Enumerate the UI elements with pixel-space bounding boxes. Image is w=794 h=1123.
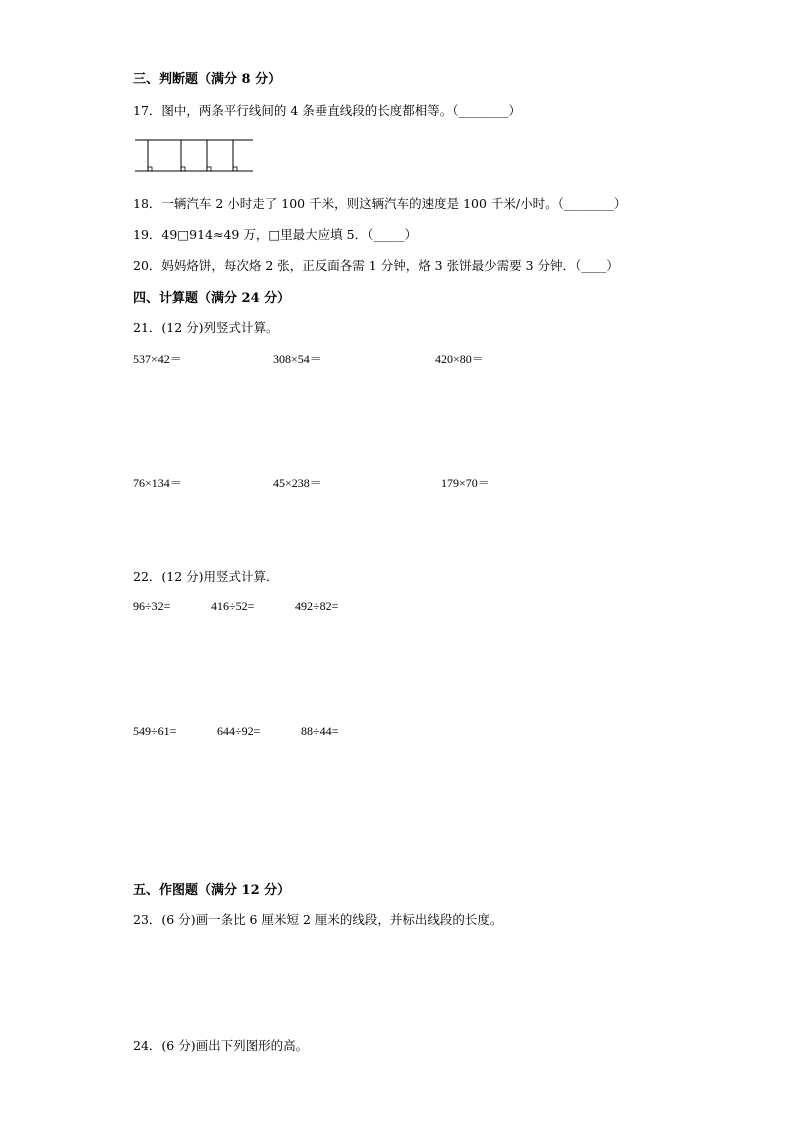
calc22-item-5: 644÷92= [217, 724, 261, 738]
question-18: 18．一辆汽车 2 小时走了 100 千米，则这辆汽车的速度是 100 千米/小时。（________） [133, 196, 627, 211]
right-angle-mark-4 [233, 167, 237, 171]
right-angle-mark-3 [207, 167, 211, 171]
calc21-item-5: 45×238＝ [273, 476, 322, 490]
calc22-item-4: 549÷61= [133, 724, 177, 738]
question-20: 20．妈妈烙饼，每次烙 2 张，正反面各需 1 分钟，烙 3 张饼最少需要 3 分钟．（____） [133, 258, 619, 273]
right-angle-mark-1 [148, 167, 152, 171]
calc21-item-6: 179×70＝ [441, 476, 490, 490]
question-22: 22．(12 分)用竖式计算． [133, 569, 279, 584]
calc22-item-6: 88÷44= [301, 724, 339, 738]
question-23: 23．(6 分)画一条比 6 厘米短 2 厘米的线段，并标出线段的长度。 [133, 912, 503, 927]
question-19: 19．49□914≈49 万，□里最大应填 5．（_____） [133, 227, 418, 242]
right-angle-mark-2 [181, 167, 185, 171]
calc21-item-4: 76×134＝ [133, 476, 182, 490]
section-title-drawing: 五、作图题（满分 12 分） [133, 883, 291, 898]
question-17: 17．图中，两条平行线间的 4 条垂直线段的长度都相等。（________） [133, 103, 522, 118]
parallel-lines-figure [133, 134, 257, 176]
calc22-item-2: 416÷52= [211, 599, 255, 613]
calc21-item-1: 537×42＝ [133, 352, 182, 366]
question-21: 21．(12 分)列竖式计算。 [133, 320, 279, 335]
question-24: 24．(6 分)画出下列图形的高。 [133, 1038, 309, 1053]
calc22-item-3: 492÷82= [295, 599, 339, 613]
calc21-item-3: 420×80＝ [435, 352, 484, 366]
calc21-item-2: 308×54＝ [273, 352, 322, 366]
calc22-item-1: 96÷32= [133, 599, 171, 613]
section-title-calculation: 四、计算题（满分 24 分） [133, 291, 291, 306]
section-title-judgement: 三、判断题（满分 8 分） [133, 72, 282, 87]
